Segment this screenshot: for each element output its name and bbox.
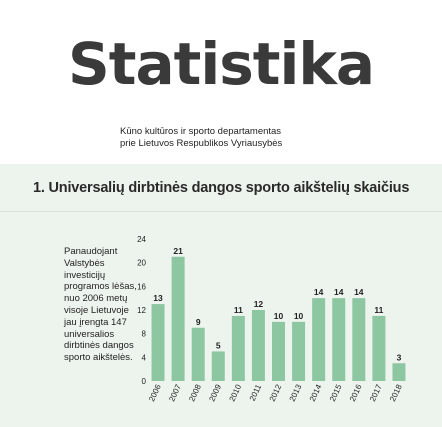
bar-value-label: 10 <box>273 310 284 321</box>
y-tick-label: 12 <box>137 306 146 315</box>
bar-value-label: 13 <box>153 293 163 304</box>
bar <box>372 316 385 381</box>
bar <box>312 298 325 381</box>
bar <box>172 257 185 381</box>
bar <box>352 298 365 381</box>
organization-line-1: Kūno kultūros ir sporto departamentas <box>120 126 282 137</box>
x-tick-label: 2014 <box>307 383 324 403</box>
y-tick-label: 16 <box>137 282 146 292</box>
section-title: 1. Universalių dirbtinės dangos sporto aikštelių skaičius <box>33 180 410 196</box>
bar <box>192 328 205 381</box>
x-tick-label: 2008 <box>187 383 204 403</box>
x-tick-label: 2017 <box>368 383 384 403</box>
bar <box>212 351 225 381</box>
bar <box>392 363 405 381</box>
bar-value-label: 10 <box>293 310 304 321</box>
bar-value-label: 11 <box>374 304 384 315</box>
page-title: Statistika <box>67 30 375 98</box>
x-tick-label: 2016 <box>347 383 364 403</box>
bar <box>232 316 245 381</box>
bar-value-label: 14 <box>354 287 364 298</box>
y-tick-label: 20 <box>137 258 146 268</box>
x-tick-label: 2010 <box>227 383 244 403</box>
x-tick-label: 2013 <box>287 383 304 403</box>
y-tick-label: 4 <box>141 353 146 363</box>
description-text: Panaudojant Valstybės investicijų programos lėšas, nuo 2006 metų visoje Lietuvoje jau įrengta 147 universalios dirbtinės dangos sporto aikštelės. <box>64 246 137 364</box>
x-tick-label: 2007 <box>167 383 183 403</box>
bar <box>252 310 265 381</box>
y-tick-label: 0 <box>141 377 146 386</box>
organization-line-2: prie Lietuvos Respublikos Vyriausybės <box>120 138 283 149</box>
bar-value-label: 11 <box>233 304 243 315</box>
x-tick-label: 2015 <box>327 383 344 403</box>
bar <box>272 322 285 381</box>
bar-value-label: 9 <box>195 316 201 327</box>
bar-value-label: 14 <box>313 287 324 298</box>
bar <box>152 304 165 381</box>
x-tick-label: 2006 <box>147 383 163 403</box>
x-tick-label: 2012 <box>267 383 284 403</box>
bar-value-label: 12 <box>253 299 264 309</box>
x-tick-label: 2009 <box>207 383 224 403</box>
bar-value-label: 3 <box>396 352 402 363</box>
bar-value-label: 21 <box>173 245 183 256</box>
y-tick-label: 24 <box>137 235 146 244</box>
bar-value-label: 5 <box>215 340 221 351</box>
bar-value-label: 14 <box>333 287 344 298</box>
bar <box>292 322 305 381</box>
y-tick-label: 8 <box>141 329 146 339</box>
bar <box>332 298 345 381</box>
x-tick-label: 2018 <box>388 383 404 403</box>
x-tick-label: 2011 <box>247 383 264 403</box>
